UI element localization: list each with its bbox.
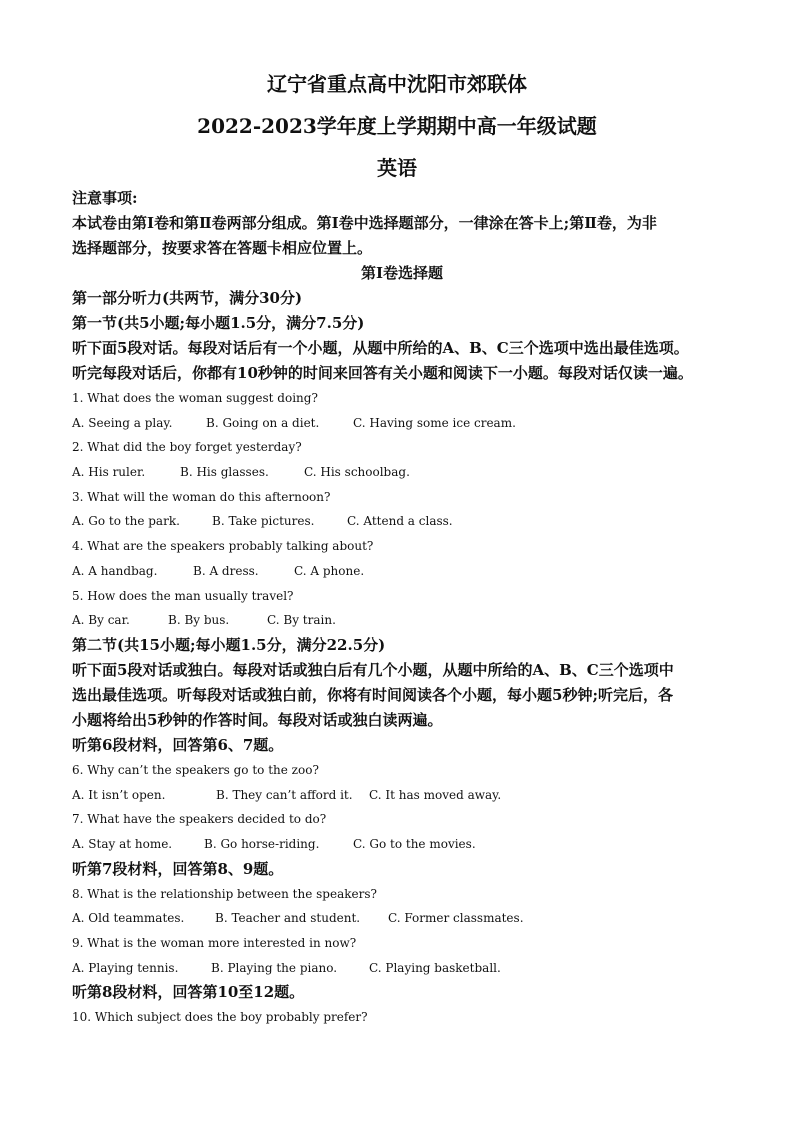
question-stem: 7. What have the speakers decided to do? [72,812,327,827]
option-a: A. A handbag. [72,563,158,578]
option-b: B. Going on a diet. [206,415,320,430]
section2-title: 第二节(共15小题;每小题1.5分，满分22.5分) [72,635,386,654]
option-a: A. Go to the park. [72,514,180,529]
option-b: B. Take pictures. [212,514,315,529]
question-stem: 5. How does the man usually travel? [72,588,294,603]
notice-text-line: 本试卷由第Ⅰ卷和第Ⅱ卷两部分组成。第Ⅰ卷中选择题部分，一律涂在答卡上;第Ⅱ卷，为非 [72,214,657,232]
exam-content [72,186,732,1030]
option-c: C. Go to the movies. [353,836,476,851]
question-stem: 3. What will the woman do this afternoon? [72,489,331,504]
option-a: A. Playing tennis. [72,960,179,975]
option-b: B. Playing the piano. [211,960,338,975]
question-options [72,411,732,436]
option-a: A. Old teammates. [72,911,185,926]
subject-title: 英语 [377,156,417,180]
option-a: A. Stay at home. [72,836,173,851]
option-b: B. Teacher and student. [215,911,361,926]
question-stem: 2. What did the boy forget yesterday? [72,440,302,455]
question-options [72,509,732,534]
question-stem: 10. Which subject does the boy probably prefer? [72,1010,368,1025]
option-b: B. His glasses. [180,465,269,480]
notice-text-line: 选择题部分，按要求答在答题卡相应位置上。 [72,239,373,257]
material-heading: 听第8段材料，回答第10至12题。 [72,983,305,1002]
section1-instruction: 听完每段对话后，你都有10秒钟的时间来回答有关小题和阅读下一小题。每段对话仅读一遍。 [72,364,693,382]
section2-instruction: 小题将给出5秒钟的作答时间。每段对话或独白读两遍。 [72,710,443,729]
option-c: C. Playing basketball. [369,960,501,975]
option-c: C. A phone. [294,563,365,578]
section1-instruction: 听下面5段对话。每段对话后有一个小题，从题中所给的A、B、C三个选项中选出最佳选项。 [72,339,689,357]
exam-title: 2022-2023学年度上学期期中高一年级试题 [197,114,597,138]
section2-instruction: 选出最佳选项。听每段对话或独白前，你将有时间阅读各个小题，每小题5秒钟;听完后，各 [72,685,673,704]
volume-title: 第Ⅰ卷选择题 [360,264,444,282]
option-a: A. Seeing a play. [72,415,173,430]
question-options [72,832,732,857]
question-stem: 8. What is the relationship between the speakers? [72,886,377,901]
material-heading: 听第7段材料，回答第8、9题。 [72,859,284,878]
option-c: C. By train. [267,613,336,628]
notice-heading: 注意事项: [72,189,138,207]
option-b: B. Go horse-riding. [204,836,320,851]
option-c: C. Former classmates. [388,911,524,926]
option-a: A. It isn’t open. [72,787,166,802]
option-b: B. By bus. [168,613,230,628]
question-options [72,608,732,633]
question-stem: 4. What are the speakers probably talking about? [72,539,374,554]
material-heading: 听第6段材料，回答第6、7题。 [72,735,284,754]
option-b: B. They can’t afford it. [216,787,353,802]
option-b: B. A dress. [193,563,259,578]
part1-title: 第一部分听力(共两节，满分30分) [72,289,303,307]
section1-title: 第一节(共5小题;每小题1.5分，满分7.5分) [72,314,365,332]
option-a: A. By car. [72,613,130,628]
question-options [72,783,732,808]
option-c: C. His schoolbag. [304,465,410,480]
question-stem: 6. Why can’t the speakers go to the zoo? [72,762,319,777]
question-stem: 9. What is the woman more interested in now? [72,936,357,950]
option-c: C. It has moved away. [369,787,502,802]
question-options [72,460,732,485]
question-options [72,559,732,584]
section2-instruction: 听下面5段对话或独白。每段对话或独白后有几个小题，从题中所给的A、B、C三个选项中 [72,660,674,679]
question-options [72,906,732,931]
question-stem: 1. What does the woman suggest doing? [72,391,318,405]
option-a: A. His ruler. [72,465,146,480]
option-c: C. Having some ice cream. [353,415,516,430]
question-options [72,956,732,981]
school-title: 辽宁省重点高中沈阳市郊联体 [267,72,527,96]
option-c: C. Attend a class. [347,514,453,529]
